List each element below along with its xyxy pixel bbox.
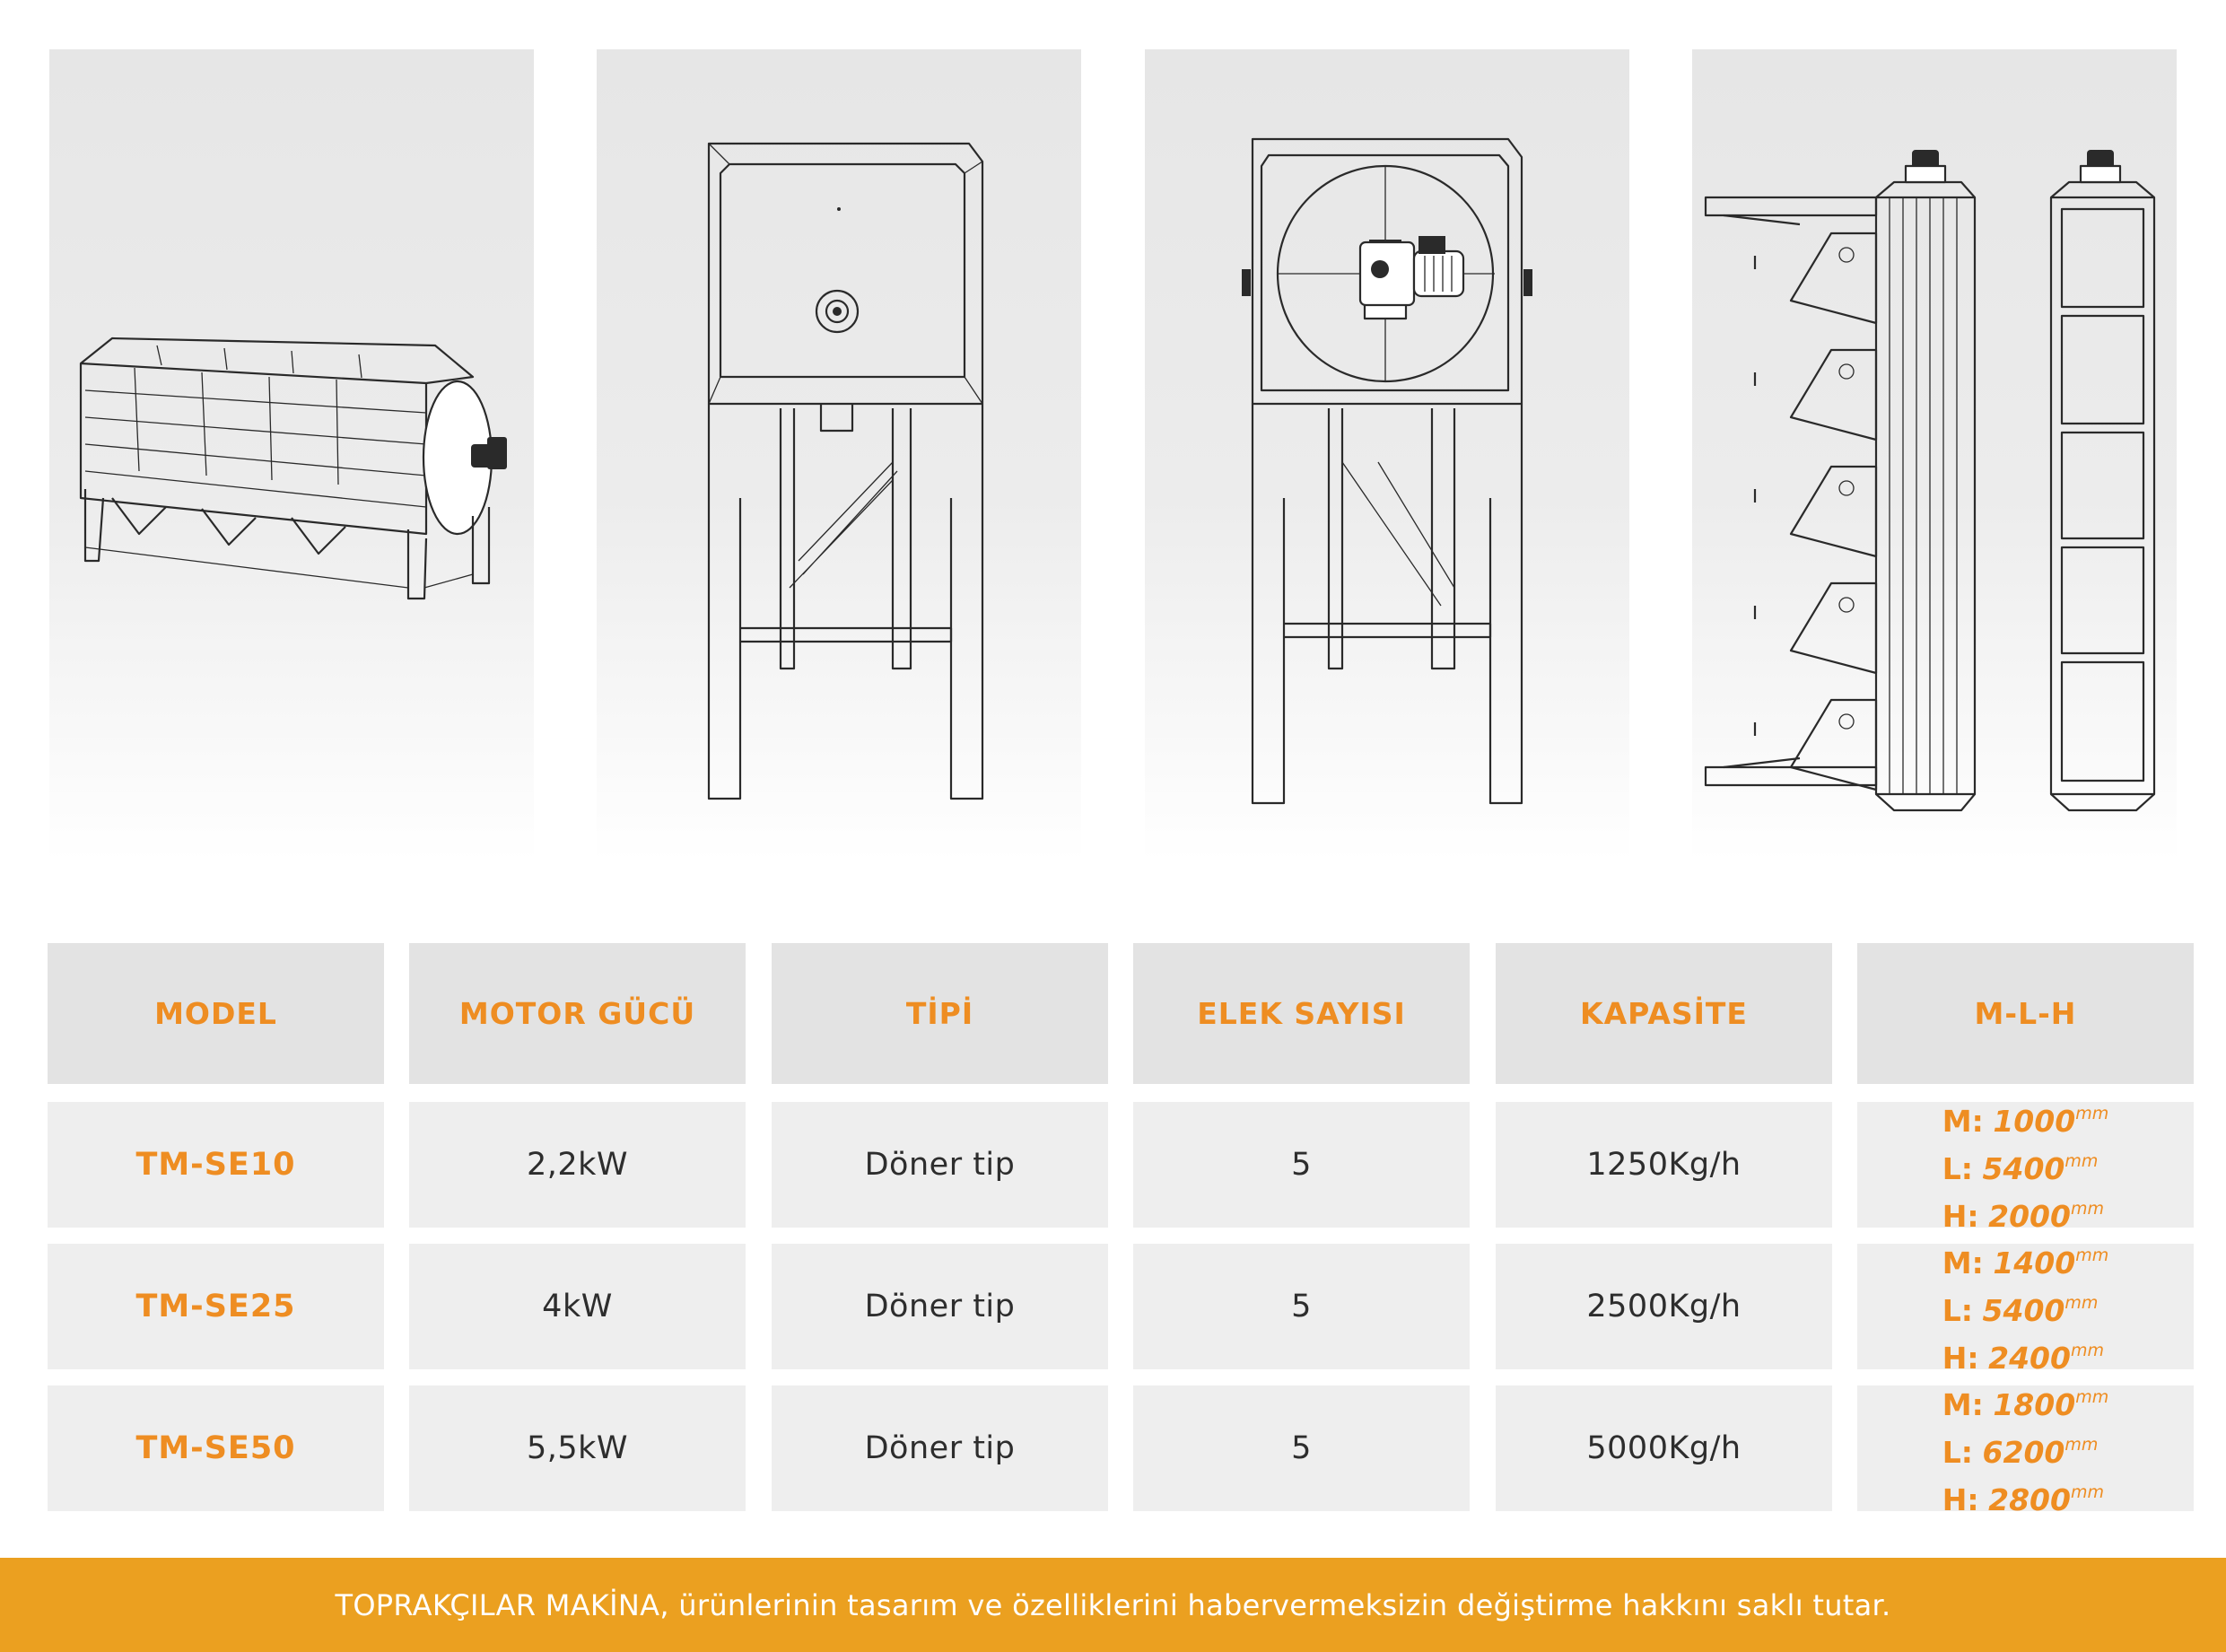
dim-l: L: $5400^{mm}$ — [1942, 1292, 2099, 1328]
dim-h: H: $2800^{mm}$ — [1942, 1482, 2104, 1517]
header-model-label: MODEL — [154, 996, 277, 1031]
table-row-cell — [409, 1102, 746, 1228]
table-row-cell — [48, 1385, 384, 1511]
table-row-cell — [1133, 1385, 1470, 1511]
table-row-cell — [1496, 1385, 1832, 1511]
dimensions-block — [1942, 1236, 2108, 1378]
motor-power: 5,5kW — [526, 1430, 629, 1466]
machine-perspective-drawing — [49, 49, 534, 861]
dimensions-block — [1942, 1377, 2108, 1520]
machine-type: Döner tip — [864, 1430, 1016, 1466]
motor-power: 4kW — [542, 1289, 613, 1324]
capacity: 2500Kg/h — [1586, 1289, 1742, 1324]
table-row-cell — [1857, 1385, 2194, 1517]
motor-power: 2,2kW — [526, 1147, 629, 1183]
header-capacity — [1496, 943, 1832, 1084]
header-type — [772, 943, 1108, 1084]
header-model — [48, 943, 384, 1084]
dim-m: M: $1400^{mm}$ — [1942, 1245, 2109, 1281]
capacity: 1250Kg/h — [1586, 1147, 1742, 1183]
model-name: TM-SE50 — [135, 1430, 296, 1466]
machine-top-panel — [1692, 49, 2177, 861]
dim-h: H: $2400^{mm}$ — [1942, 1340, 2104, 1376]
header-motor — [409, 943, 746, 1084]
header-dimensions — [1857, 943, 2194, 1084]
table-row-cell — [409, 1385, 746, 1511]
table-row-cell — [772, 1244, 1108, 1369]
footer-bar — [0, 1558, 2226, 1652]
header-motor-label: MOTOR GÜCÜ — [458, 996, 696, 1031]
header-dimensions-label: M-L-H — [1974, 996, 2077, 1031]
machine-type: Döner tip — [864, 1147, 1016, 1183]
dimensions-block — [1942, 1094, 2108, 1237]
footer-disclaimer: TOPRAKÇILAR MAKİNA, ürünlerinin tasarım ve özelliklerini habervermeksizin değiştirme hakkını saklı tutar. — [335, 1587, 1891, 1622]
dim-h: H: $2000^{mm}$ — [1942, 1198, 2104, 1234]
table-row-cell — [772, 1385, 1108, 1511]
table-row-cell — [1133, 1244, 1470, 1369]
sieve-count: 5 — [1291, 1430, 1312, 1466]
table-row-cell — [772, 1102, 1108, 1228]
table-row-cell — [1133, 1102, 1470, 1228]
dim-m: M: $1000^{mm}$ — [1942, 1103, 2109, 1139]
machine-side-panel — [1145, 49, 1629, 861]
header-sieve-count — [1133, 943, 1470, 1084]
dim-l: L: $5400^{mm}$ — [1942, 1150, 2099, 1186]
machine-type: Döner tip — [864, 1289, 1016, 1324]
machine-top-drawing — [1692, 49, 2177, 861]
sieve-count: 5 — [1291, 1289, 1312, 1324]
machine-side-drawing — [1145, 49, 1629, 861]
model-name: TM-SE10 — [135, 1147, 296, 1183]
table-row-cell — [1496, 1244, 1832, 1369]
table-row-cell — [48, 1102, 384, 1228]
model-name: TM-SE25 — [135, 1289, 296, 1324]
table-row-cell — [409, 1244, 746, 1369]
dim-m: M: $1800^{mm}$ — [1942, 1386, 2109, 1422]
table-row-cell — [1857, 1244, 2194, 1376]
header-sieve-count-label: ELEK SAYISI — [1197, 996, 1406, 1031]
table-row-cell — [1857, 1102, 2194, 1234]
machine-perspective-panel — [49, 49, 534, 861]
table-row-cell — [48, 1244, 384, 1369]
machine-front-panel — [597, 49, 1081, 861]
table-row-cell — [1496, 1102, 1832, 1228]
sieve-count: 5 — [1291, 1147, 1312, 1183]
header-capacity-label: KAPASİTE — [1580, 996, 1748, 1031]
machine-front-drawing — [597, 49, 1081, 861]
capacity: 5000Kg/h — [1586, 1430, 1742, 1466]
dim-l: L: $6200^{mm}$ — [1942, 1434, 2099, 1470]
header-type-label: TİPİ — [905, 996, 974, 1031]
